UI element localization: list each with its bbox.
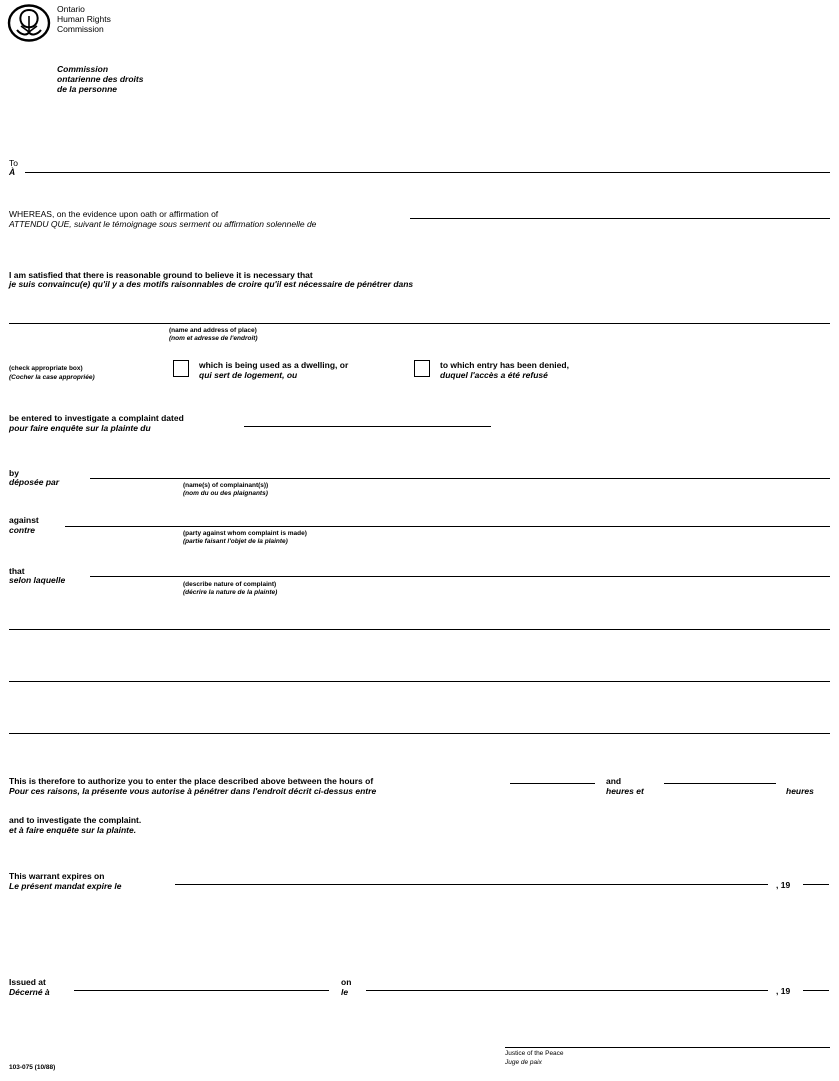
issued-en: Issued at	[9, 977, 46, 987]
whereas-en: WHEREAS, on the evidence upon oath or affirmation of	[9, 209, 219, 219]
complaint-date-field[interactable]	[244, 426, 491, 427]
issued-date-field[interactable]	[366, 990, 768, 991]
org-fr-line-1: Commission	[57, 64, 109, 74]
org-fr-line-2: ontarienne des droits	[57, 74, 144, 84]
nature-field[interactable]	[90, 576, 830, 577]
to-label-en: To	[9, 158, 18, 168]
justice-label-fr: Juge de paix	[505, 1059, 542, 1066]
against-en: against	[9, 515, 39, 525]
entry-denied-checkbox[interactable]	[414, 360, 430, 377]
nature-caption-en: (describe nature of complaint)	[183, 581, 277, 588]
witness-field[interactable]	[410, 218, 830, 219]
dwelling-label-fr: qui sert de logement, ou	[199, 370, 298, 380]
complainant-field[interactable]	[90, 478, 830, 479]
justice-label-en: Justice of the Peace	[505, 1050, 564, 1057]
expiry-year-label: , 19	[776, 880, 791, 890]
and-en: and	[606, 776, 622, 786]
by-fr: déposée par	[9, 477, 60, 487]
on-fr: le	[341, 987, 349, 997]
org-en-line-3: Commission	[57, 24, 104, 34]
complainant-caption-en: (name(s) of complainant(s))	[183, 482, 269, 489]
denied-label-en: to which entry has been denied,	[440, 360, 569, 370]
org-name-fr	[57, 64, 143, 94]
nature-caption-fr: (décrire la nature de la plainte)	[183, 589, 278, 596]
check-label-en: (check appropriate box)	[9, 365, 83, 372]
investigate-en: and to investigate the complaint.	[9, 815, 142, 825]
expiry-date-field[interactable]	[175, 884, 768, 885]
place-field[interactable]	[9, 323, 830, 324]
complainant-caption-fr: (nom du ou des plaignants)	[183, 490, 268, 497]
issued-year-field[interactable]	[803, 990, 829, 991]
place-caption-en: (name and address of place)	[169, 327, 257, 334]
start-hour-field[interactable]	[510, 783, 595, 784]
to-label-fr: À	[9, 167, 16, 177]
against-fr: contre	[9, 525, 35, 535]
org-name-en	[57, 4, 111, 34]
authorize-fr: Pour ces raisons, la présente vous autorise à pénétrer dans l'endroit décrit ci-dessus entre	[9, 786, 377, 796]
heures-label: heures	[786, 786, 814, 796]
respondent-field[interactable]	[65, 526, 830, 527]
signature-field[interactable]	[505, 1047, 830, 1048]
end-hour-field[interactable]	[664, 783, 776, 784]
that-en: that	[9, 566, 25, 576]
investigate-fr: et à faire enquête sur la plainte.	[9, 825, 137, 835]
on-en: on	[341, 977, 352, 987]
denied-label-fr: duquel l'accès a été refusé	[440, 370, 548, 380]
entered-fr: pour faire enquête sur la plainte du	[9, 423, 151, 433]
org-en-line-1: Ontario	[57, 4, 85, 14]
satisfied-en: I am satisfied that there is reasonable ground to believe it is necessary that	[9, 270, 313, 280]
expires-fr: Le présent mandat expire le	[9, 881, 122, 891]
nature-field-line-4[interactable]	[9, 733, 830, 734]
dwelling-checkbox[interactable]	[173, 360, 189, 377]
expires-en: This warrant expires on	[9, 871, 105, 881]
party-caption-en: (party against whom complaint is made)	[183, 530, 307, 537]
to-field[interactable]	[25, 172, 830, 173]
expiry-year-field[interactable]	[803, 884, 829, 885]
org-fr-line-3: de la personne	[57, 84, 117, 94]
dwelling-label-en: which is being used as a dwelling, or	[199, 360, 349, 370]
issued-at-field[interactable]	[74, 990, 329, 991]
form-number: 103-075 (10/88)	[9, 1064, 56, 1071]
party-caption-fr: (partie faisant l'objet de la plainte)	[183, 538, 288, 545]
ontario-trillium-logo-icon	[7, 4, 51, 42]
nature-field-line-2[interactable]	[9, 629, 830, 630]
issued-fr: Décerné à	[9, 987, 50, 997]
whereas-fr: ATTENDU QUE, suivant le témoignage sous serment ou affirmation solennelle de	[9, 219, 317, 229]
check-label-fr: (Cocher la case appropriée)	[9, 374, 95, 381]
entered-en: be entered to investigate a complaint dated	[9, 413, 184, 423]
issued-year-label: , 19	[776, 986, 791, 996]
place-caption-fr: (nom et adresse de l'endroit)	[169, 335, 258, 342]
nature-field-line-3[interactable]	[9, 681, 830, 682]
satisfied-fr: je suis convaincu(e) qu'il y a des motifs raisonnables de croire qu'il est nécessaire de pénétrer dans	[9, 279, 414, 289]
org-en-line-2: Human Rights	[57, 14, 111, 24]
authorize-en: This is therefore to authorize you to enter the place described above between the hours of	[9, 776, 374, 786]
and-fr: heures et	[606, 786, 644, 796]
by-en: by	[9, 468, 19, 478]
that-fr: selon laquelle	[9, 575, 66, 585]
